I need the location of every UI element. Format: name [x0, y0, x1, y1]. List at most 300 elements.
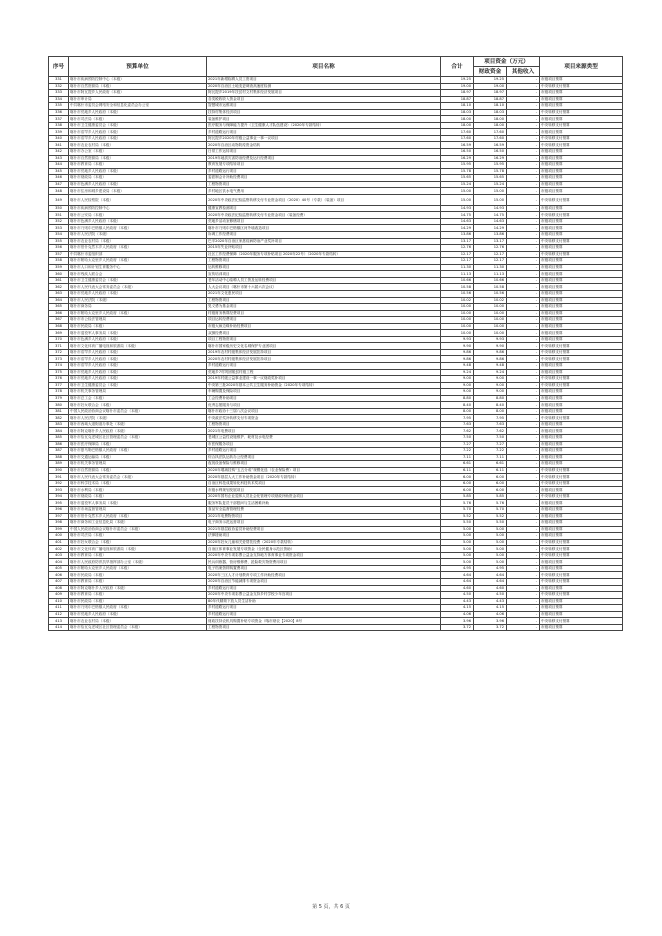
cell-source-type: 市级项目预算 — [540, 559, 623, 566]
cell-total: 12.17 — [441, 251, 474, 258]
cell-source-type: 市级项目预算 — [540, 264, 623, 271]
cell-project: 委派制会计补助经费项目 — [207, 175, 441, 182]
cell-index: 338 — [49, 122, 69, 129]
cell-other: - — [507, 592, 540, 599]
cell-fiscal: 5.00 — [474, 559, 507, 566]
cell-index: 363 — [49, 290, 69, 297]
cell-unit: 喀什市民政局（本级） — [69, 598, 207, 605]
cell-other: - — [507, 90, 540, 97]
cell-project: 教育发展专项结转项目 — [207, 162, 441, 169]
cell-fiscal: 15.00 — [474, 194, 507, 205]
cell-index: 340 — [49, 135, 69, 142]
cell-project: 2021年基层政协委员补助经费项目 — [207, 526, 441, 533]
cell-index: 409 — [49, 592, 69, 599]
cell-index: 347 — [49, 181, 69, 188]
cell-total: 14.93 — [441, 205, 474, 212]
cell-other: - — [507, 284, 540, 291]
cell-unit: 喀什市色满乡人民政府（本级） — [69, 181, 207, 188]
cell-source-type: 市级项目预算 — [540, 487, 623, 494]
cell-index: 337 — [49, 116, 69, 123]
cell-index: 379 — [49, 395, 69, 402]
cell-project: 2021年新增临聘人员工资项目 — [207, 77, 441, 84]
cell-total: 7.11 — [441, 454, 474, 461]
cell-unit: 喀什市商务局 — [69, 304, 207, 311]
cell-fiscal: 8.40 — [474, 402, 507, 409]
cell-fiscal: 17.60 — [474, 129, 507, 136]
cell-other: - — [507, 428, 540, 435]
cell-project: 工程物资项目 — [207, 181, 441, 188]
cell-project: 自治区科技成果转化科技转术奖项目 — [207, 480, 441, 487]
cell-fiscal: 14.93 — [474, 205, 507, 212]
cell-other: - — [507, 129, 540, 136]
cell-source-type: 市级项目预算 — [540, 232, 623, 239]
cell-fiscal: 18.87 — [474, 96, 507, 103]
cell-source-type: 中央转移支付预算 — [540, 376, 623, 383]
cell-project: 巴辛2020年自治区家禽疫病防治产业奖补项目 — [207, 238, 441, 245]
cell-source-type: 中央转移支付预算 — [540, 382, 623, 389]
cell-source-type: 中央转移支付预算 — [540, 194, 623, 205]
cell-source-type: 市级项目预算 — [540, 402, 623, 409]
cell-unit: 喀什市人民检察院（本级） — [69, 194, 207, 205]
cell-project: 2020年中央政法纪检监察转移支付专业资金项目（2020）40号（专款）（装备）项目 — [207, 194, 441, 205]
cell-other: - — [507, 526, 540, 533]
cell-other: - — [507, 181, 540, 188]
cell-index: 386 — [49, 441, 69, 448]
cell-total: 6.00 — [441, 487, 474, 494]
cell-unit: 喀什市人民政府防汛抗旱指挥部办公室（本级） — [69, 559, 207, 566]
cell-other: - — [507, 546, 540, 553]
cell-project: 乡村道路运行项目 — [207, 168, 441, 175]
cell-other: - — [507, 336, 540, 343]
cell-source-type: 市级项目预算 — [540, 434, 623, 441]
cell-source-type: 中央转移支付预算 — [540, 212, 623, 219]
cell-unit: 喀什市色满乡人民政府（本级） — [69, 218, 207, 225]
cell-fiscal: 7.22 — [474, 448, 507, 455]
cell-unit: 喀什市人口和计划生育服务中心 — [69, 264, 207, 271]
cell-fiscal: 12.17 — [474, 251, 507, 258]
cell-project: 健康宣教检测项目 — [207, 205, 441, 212]
cell-source-type: 中央转移支付预算 — [540, 122, 623, 129]
cell-project: 喀什市政协十三届八次会议项目 — [207, 408, 441, 415]
cell-source-type: 中央转移支付预算 — [540, 618, 623, 625]
cell-index: 378 — [49, 389, 69, 396]
cell-other: - — [507, 507, 540, 514]
cell-source-type: 中央转移支付预算 — [540, 349, 623, 356]
cell-project: 2020年自治区土地变更调查高速度检测 — [207, 83, 441, 90]
cell-unit: 喀什市疾病预防控制中心（本级） — [69, 77, 207, 84]
cell-total: 9.93 — [441, 336, 474, 343]
cell-other: - — [507, 330, 540, 337]
cell-source-type: 市级项目预算 — [540, 461, 623, 468]
cell-other: - — [507, 448, 540, 455]
cell-index: 387 — [49, 448, 69, 455]
cell-index: 352 — [49, 218, 69, 225]
cell-source-type: 市级项目预算 — [540, 90, 623, 97]
cell-other: - — [507, 585, 540, 592]
cell-index: 354 — [49, 232, 69, 239]
cell-index: 371 — [49, 343, 69, 350]
cell-unit: 喀什市司法局（本级） — [69, 533, 207, 540]
cell-index: 391 — [49, 474, 69, 481]
cell-index: 364 — [49, 297, 69, 304]
cell-unit: 喀什市恰瓦克老城区社区管理委员会（本级） — [69, 434, 207, 441]
cell-project: 中央第三批2020年基本公共卫生服务补助资金（2020年专项结转） — [207, 382, 441, 389]
cell-source-type: 市级项目预算 — [540, 168, 623, 175]
cell-source-type: 市级项目预算 — [540, 103, 623, 110]
cell-other: - — [507, 408, 540, 415]
cell-source-type: 中央转移支付预算 — [540, 135, 623, 142]
cell-unit: 喀什市阿瓦提乡人民政府（本级） — [69, 90, 207, 97]
cell-project: 市医保服务项目 — [207, 441, 441, 448]
cell-fiscal: 13.86 — [474, 232, 507, 239]
cell-index: 376 — [49, 376, 69, 383]
cell-total: 10.00 — [441, 304, 474, 311]
cell-other: - — [507, 149, 540, 156]
budget-table — [48, 56, 623, 631]
cell-other: - — [507, 245, 540, 252]
cell-total: 6.00 — [441, 480, 474, 487]
header-unit: 预算单位 — [69, 57, 207, 77]
cell-index: 353 — [49, 225, 69, 232]
cell-source-type: 市级项目预算 — [540, 116, 623, 123]
cell-index: 414 — [49, 624, 69, 631]
cell-source-type: 市级项目预算 — [540, 290, 623, 297]
cell-other: - — [507, 520, 540, 527]
cell-project: 2020年中央专项彩票公益金支持地方体育事业专项资金项目 — [207, 552, 441, 559]
cell-project: 人大会议项目（喀什市第十六届六次会议） — [207, 284, 441, 291]
cell-fiscal: 4.06 — [474, 611, 507, 618]
cell-project: 乡村道路运行项目 — [207, 129, 441, 136]
cell-other: - — [507, 212, 540, 219]
cell-unit: 喀什市商务和工业信息化局（本级） — [69, 520, 207, 527]
cell-fiscal: 6.61 — [474, 461, 507, 468]
cell-source-type: 中央转移支付预算 — [540, 142, 623, 149]
cell-other: - — [507, 402, 540, 409]
cell-index: 410 — [49, 598, 69, 605]
cell-index: 358 — [49, 258, 69, 265]
cell-fiscal: 6.11 — [474, 467, 507, 474]
cell-total: 15.78 — [441, 168, 474, 175]
cell-project: 村级财务核算经费项目 — [207, 310, 441, 317]
cell-total: 15.95 — [441, 162, 474, 169]
cell-unit: 喀什市荒地乡人民政府（本级） — [69, 369, 207, 376]
cell-fiscal: 8.00 — [474, 408, 507, 415]
cell-total: 19.25 — [441, 77, 474, 84]
cell-unit: 喀什市教育局（本级） — [69, 552, 207, 559]
cell-source-type: 市级项目预算 — [540, 395, 623, 402]
cell-fiscal: 19.25 — [474, 77, 507, 84]
cell-other: - — [507, 238, 540, 245]
cell-source-type: 市级项目预算 — [540, 284, 623, 291]
cell-total: 6.11 — [441, 467, 474, 474]
cell-unit: 喀什市夏马勒巴格镇人民政府（本级） — [69, 448, 207, 455]
cell-other: - — [507, 188, 540, 195]
cell-total: 3.96 — [441, 618, 474, 625]
cell-fiscal: 10.00 — [474, 310, 507, 317]
cell-source-type: 市级项目预算 — [540, 245, 623, 252]
cell-unit: 喀什市浩罕乡人民政府（本级） — [69, 129, 207, 136]
cell-total: 15.24 — [441, 181, 474, 188]
cell-project: 喀什市乃则尔巴格镇区河外墙改造项目 — [207, 225, 441, 232]
cell-other: - — [507, 175, 540, 182]
cell-index: 334 — [49, 96, 69, 103]
cell-other: - — [507, 579, 540, 586]
cell-index: 355 — [49, 238, 69, 245]
cell-index: 374 — [49, 362, 69, 369]
cell-other: - — [507, 343, 540, 350]
cell-index: 356 — [49, 245, 69, 252]
cell-total: 4.06 — [441, 611, 474, 618]
cell-index: 339 — [49, 129, 69, 136]
cell-total: 5.00 — [441, 533, 474, 540]
cell-fiscal: 13.17 — [474, 238, 507, 245]
cell-project: 食品安全监督管理经费 — [207, 507, 441, 514]
cell-unit: 喀什市市场监督管理局 — [69, 507, 207, 514]
cell-fiscal: 4.50 — [474, 592, 507, 599]
cell-source-type: 市级项目预算 — [540, 598, 623, 605]
cell-source-type: 市级项目预算 — [540, 96, 623, 103]
cell-fiscal: 11.13 — [474, 271, 507, 278]
cell-other: - — [507, 533, 540, 540]
cell-total: 4.50 — [441, 592, 474, 599]
cell-fiscal: 16.59 — [474, 142, 507, 149]
header-total: 合计 — [441, 57, 474, 77]
cell-project: 各类税收收入资金项目 — [207, 96, 441, 103]
cell-project: 法律援助项目 — [207, 533, 441, 540]
table-row — [49, 194, 623, 205]
cell-fiscal: 16.29 — [474, 155, 507, 162]
cell-other: - — [507, 271, 540, 278]
page-footer: 第 5 页，共 6 页 — [312, 904, 350, 910]
cell-fiscal: 15.95 — [474, 162, 507, 169]
cell-project: 项目工程物资项目 — [207, 336, 441, 343]
cell-unit: 喀什市退役军人事务局（本级） — [69, 330, 207, 337]
cell-fiscal: 9.00 — [474, 376, 507, 383]
cell-other: - — [507, 356, 540, 363]
cell-total: 8.40 — [441, 402, 474, 409]
cell-fiscal: 15.78 — [474, 168, 507, 175]
cell-source-type: 市级项目预算 — [540, 271, 623, 278]
cell-unit: 喀什市审计局 — [69, 96, 207, 103]
cell-project: 乡村道路运行项目 — [207, 585, 441, 592]
cell-total: 10.58 — [441, 284, 474, 291]
cell-total: 18.10 — [441, 103, 474, 110]
cell-unit: 喀什市机关事务管理局 — [69, 389, 207, 396]
cell-unit: 喀什市伯什克然木乡人民政府（本级） — [69, 513, 207, 520]
cell-project: 日常工作运转项目 — [207, 149, 441, 156]
cell-fiscal: 5.76 — [474, 500, 507, 507]
cell-unit: 喀什市浩罕乡人民政府（本级） — [69, 362, 207, 369]
cell-fiscal: 10.00 — [474, 330, 507, 337]
cell-fiscal: 10.56 — [474, 290, 507, 297]
cell-fiscal: 10.00 — [474, 304, 507, 311]
cell-total: 14.29 — [441, 225, 474, 232]
cell-index: 377 — [49, 382, 69, 389]
cell-source-type: 市级项目预算 — [540, 441, 623, 448]
cell-source-type: 中央转移支付预算 — [540, 546, 623, 553]
cell-index: 375 — [49, 369, 69, 376]
cell-project: 2020年自治区动物防疫资金结转 — [207, 142, 441, 149]
cell-index: 404 — [49, 559, 69, 566]
cell-unit: 喀什市疾病预防控制中心 — [69, 205, 207, 212]
cell-fiscal: 5.00 — [474, 546, 507, 553]
cell-unit: 喀什市伯什克然木乡人民政府（本级） — [69, 245, 207, 252]
cell-total: 9.90 — [441, 343, 474, 350]
cell-fiscal: 5.85 — [474, 493, 507, 500]
cell-other: - — [507, 205, 540, 212]
cell-unit: 喀什市财政局（本级） — [69, 175, 207, 182]
cell-fiscal: 16.50 — [474, 149, 507, 156]
cell-unit: 喀什市自然资源局（本级） — [69, 467, 207, 474]
cell-unit: 喀什市帕哈太克里乡人民政府（本级） — [69, 565, 207, 572]
cell-index: 359 — [49, 264, 69, 271]
cell-project: 夜视设备保险与维修项目 — [207, 461, 441, 468]
cell-unit: 喀什市交通运输局（本级） — [69, 454, 207, 461]
cell-fiscal: 15.00 — [474, 188, 507, 195]
cell-total: 9.00 — [441, 389, 474, 396]
cell-unit: 喀什市恰瓦克老城区社区管理委员会（本级） — [69, 624, 207, 631]
cell-source-type: 市级项目预算 — [540, 500, 623, 507]
cell-source-type: 中央转移支付预算 — [540, 493, 623, 500]
cell-project: 乡村道路运行项目 — [207, 605, 441, 612]
cell-project: 阿瓦提乡2020年村级公益事业一事一议项目 — [207, 135, 441, 142]
cell-source-type: 中央转移支付预算 — [540, 552, 623, 559]
cell-project: 市级水利规划发展项目 — [207, 487, 441, 494]
cell-index: 362 — [49, 284, 69, 291]
cell-source-type: 市级项目预算 — [540, 408, 623, 415]
cell-other: - — [507, 474, 540, 481]
cell-project: 社区工作经费保障（2020年服务专项补贴项目 2020年22号）（2020年专款结转） — [207, 251, 441, 258]
cell-unit: 喀什市人民法院（本级） — [69, 415, 207, 422]
cell-index: 380 — [49, 402, 69, 409]
cell-total: 7.63 — [441, 421, 474, 428]
cell-unit: 喀什市荒地乡人民政府（本级） — [69, 376, 207, 383]
cell-project: 2020年妇女儿童和关爱帮扶经费（2020年专款结转） — [207, 539, 441, 546]
cell-total: 16.29 — [441, 155, 474, 162]
cell-project: 智慧城市运维项目 — [207, 103, 441, 110]
cell-total: 5.00 — [441, 559, 474, 566]
cell-project: 2020年三区人才计划教育专项工作补助经费项目 — [207, 572, 441, 579]
cell-total: 13.17 — [441, 238, 474, 245]
cell-project: 运转维修项目 — [207, 264, 441, 271]
cell-other: - — [507, 565, 540, 572]
cell-fiscal: 9.48 — [474, 362, 507, 369]
cell-fiscal: 18.97 — [474, 90, 507, 97]
cell-fiscal: 14.29 — [474, 225, 507, 232]
cell-source-type: 市级项目预算 — [540, 369, 623, 376]
cell-project: 2015年失业补贴项目 — [207, 245, 441, 252]
cell-index: 408 — [49, 585, 69, 592]
cell-index: 335 — [49, 103, 69, 110]
cell-source-type: 市级项目预算 — [540, 225, 623, 232]
cell-fiscal: 4.64 — [474, 579, 507, 586]
cell-unit: 喀什市农业农村局（本级） — [69, 142, 207, 149]
cell-unit: 喀什市自然资源局（本级） — [69, 155, 207, 162]
cell-index: 333 — [49, 90, 69, 97]
cell-project: 工程物资项目 — [207, 258, 441, 265]
cell-index: 385 — [49, 434, 69, 441]
cell-project: 2021年电费项目 — [207, 428, 441, 435]
cell-source-type: 市级项目预算 — [540, 520, 623, 527]
cell-index: 401 — [49, 539, 69, 546]
cell-total: 5.85 — [441, 493, 474, 500]
cell-source-type: 市级项目预算 — [540, 175, 623, 182]
cell-source-type: 市级项目预算 — [540, 428, 623, 435]
cell-project: 2019年地质灾害防治经费及运行经费项目 — [207, 155, 441, 162]
cell-index: 369 — [49, 330, 69, 337]
cell-source-type: 市级项目预算 — [540, 336, 623, 343]
cell-fiscal: 5.00 — [474, 526, 507, 533]
cell-unit: 喀什市妇女联合会（本级） — [69, 402, 207, 409]
cell-index: 351 — [49, 212, 69, 219]
cell-project: 2020年农村村级集体经济发展扶持项目 — [207, 356, 441, 363]
cell-other: - — [507, 467, 540, 474]
cell-unit: 喀什市教育局（本级） — [69, 579, 207, 586]
cell-total: 11.30 — [441, 264, 474, 271]
cell-total: 5.00 — [441, 552, 474, 559]
cell-total: 5.00 — [441, 546, 474, 553]
cell-project: 工程物资项目 — [207, 297, 441, 304]
cell-unit: 喀什市妇女联合会（本级） — [69, 539, 207, 546]
cell-source-type: 中央转移支付预算 — [540, 109, 623, 116]
cell-fiscal: 10.00 — [474, 317, 507, 324]
cell-fiscal: 10.02 — [474, 297, 507, 304]
cell-unit: 喀什市人民法院（本级） — [69, 297, 207, 304]
cell-total: 8.80 — [441, 395, 474, 402]
cell-unit: 中共喀什市委组织部 — [69, 251, 207, 258]
cell-total: 18.87 — [441, 96, 474, 103]
cell-source-type: 市级项目预算 — [540, 149, 623, 156]
cell-unit: 喀什市卫生健康委员会（本级） — [69, 277, 207, 284]
cell-other: - — [507, 109, 540, 116]
cell-unit: 喀什市荒地乡人民政府（本级） — [69, 168, 207, 175]
cell-index: 403 — [49, 552, 69, 559]
cell-source-type: 市级项目预算 — [540, 310, 623, 317]
cell-other: - — [507, 142, 540, 149]
cell-source-type: 中央转移支付预算 — [540, 474, 623, 481]
cell-index: 411 — [49, 605, 69, 612]
cell-unit: 喀什市残疾人联合会 — [69, 271, 207, 278]
cell-project: 2020年基层人大工作补助资金项目（2020年专款结转） — [207, 474, 441, 481]
cell-unit: 喀什市市公检法管理局 — [69, 317, 207, 324]
cell-source-type: 市级项目预算 — [540, 585, 623, 592]
cell-total: 5.50 — [441, 520, 474, 527]
cell-project: 2020年自治区节能减排专项资金项目 — [207, 579, 441, 586]
cell-other: - — [507, 277, 540, 284]
cell-project: 民兵训练器、营房维修费、抢险救灾物资费用项目 — [207, 559, 441, 566]
cell-project: 乡村道路运行项目 — [207, 448, 441, 455]
cell-fiscal: 10.58 — [474, 284, 507, 291]
cell-total: 5.76 — [441, 500, 474, 507]
cell-unit: 喀什市机关事务管理局 — [69, 461, 207, 468]
cell-source-type: 市级项目预算 — [540, 323, 623, 330]
cell-project: 医疗服务与保障能力提升（卫生健康人才队伍建设）（2020年专款结转） — [207, 122, 441, 129]
cell-other: - — [507, 421, 540, 428]
cell-source-type: 市级项目预算 — [540, 155, 623, 162]
cell-other: - — [507, 454, 540, 461]
budget-table-sheet — [48, 56, 622, 631]
cell-source-type: 市级项目预算 — [540, 565, 623, 572]
cell-total: 14.63 — [441, 218, 474, 225]
cell-other: - — [507, 539, 540, 546]
cell-source-type: 中央转移支付预算 — [540, 572, 623, 579]
cell-project: 阿瓦提乡2019年扶贫村文村集体经济发展项目 — [207, 90, 441, 97]
cell-index: 399 — [49, 526, 69, 533]
cell-fiscal: 9.00 — [474, 389, 507, 396]
cell-other: - — [507, 395, 540, 402]
cell-project: 2021年文化惠民项目 — [207, 290, 441, 297]
cell-unit: 喀什市人民法院（本级） — [69, 232, 207, 239]
